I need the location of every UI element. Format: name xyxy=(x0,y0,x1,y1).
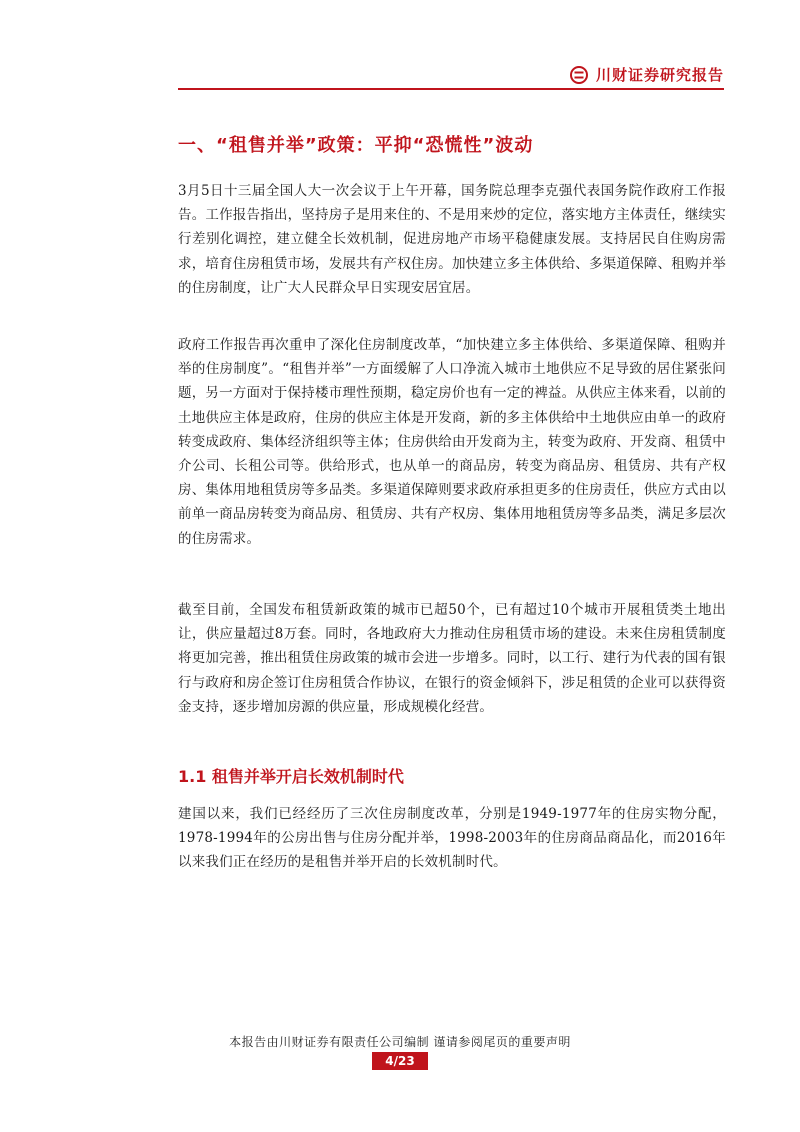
brand-name: 川财证券研究报告 xyxy=(595,66,724,84)
paragraph-4: 建国以来，我们已经经历了三次住房制度改革，分别是1949-1977年的住房实物分配，1978-1994年的公房出售与住房分配并举，1998-2003年的住房商品商品化，而2016年以来我们正在经历的是租售并举开启的长效机制时代。 xyxy=(178,806,726,871)
header-divider xyxy=(178,88,724,90)
section-title: 一、“租售并举”政策：平抑“恐慌性”波动 xyxy=(178,135,534,156)
page-header xyxy=(178,60,724,90)
subsection-title: 1.1 租售并举开启长效机制时代 xyxy=(178,767,404,786)
paragraph-2: 政府工作报告再次重申了深化住房制度改革，“加快建立多主体供给、多渠道保障、租购并举的住房制度”。“租售并举”一方面缓解了人口净流入城市土地供应不足导致的居住紧张问题，另一方面对于保持楼市理性预期，稳定房价也有一定的裨益。从供应主体来看，以前的土地供应主体是政府，住房的供应主体是开发商，新的多主体供给中土地供应由单一的政府转变成政府、集体经济组织等主体；住房供给由开发商为主，转变为政府、开发商、租赁中介公司、长租公司等。供给形式，也从单一的商品房，转变为商品房、租赁房、共有产权房、集体用地租赁房等多品类。多渠道保障则要求政府承担更多的住房责任，供应方式由以前单一商品房转变为商品房、租赁房、共有产权房、集体用地租赁房等多品类，满足多层次的住房需求。 xyxy=(178,337,726,547)
page-number: 4/23 xyxy=(372,1052,428,1070)
paragraph-1: 3月5日十三届全国人大一次会议于上午开幕，国务院总理李克强代表国务院作政府工作报告。工作报告指出，坚持房子是用来住的、不是用来炒的定位，落实地方主体责任，继续实行差别化调控，建立健全长效机制，促进房地产市场平稳健康发展。支持居民自住购房需求，培育住房租赁市场，发展共有产权住房。加快建立多主体供给、多渠道保障、租购并举的住房制度，让广大人民群众早日实现安居宜居。 xyxy=(178,183,726,296)
paragraph-3: 截至目前，全国发布租赁新政策的城市已超50个，已有超过10个城市开展租赁类土地出让，供应量超过8万套。同时，各地政府大力推动住房租赁市场的建设。未来住房租赁制度将更加完善，推出租赁住房政策的城市会进一步增多。同时，以工行、建行为代表的国有银行与政府和房企签订住房租赁合作协议，在银行的资金倾斜下，涉足租赁的企业可以获得资金支持，逐步增加房源的供应量，形成规模化经营。 xyxy=(178,602,726,715)
chuancai-logo-icon xyxy=(570,66,588,84)
footer-disclaimer: 本报告由川财证券有限责任公司编制 谨请参阅尾页的重要声明 xyxy=(229,1035,571,1049)
brand xyxy=(570,64,724,85)
